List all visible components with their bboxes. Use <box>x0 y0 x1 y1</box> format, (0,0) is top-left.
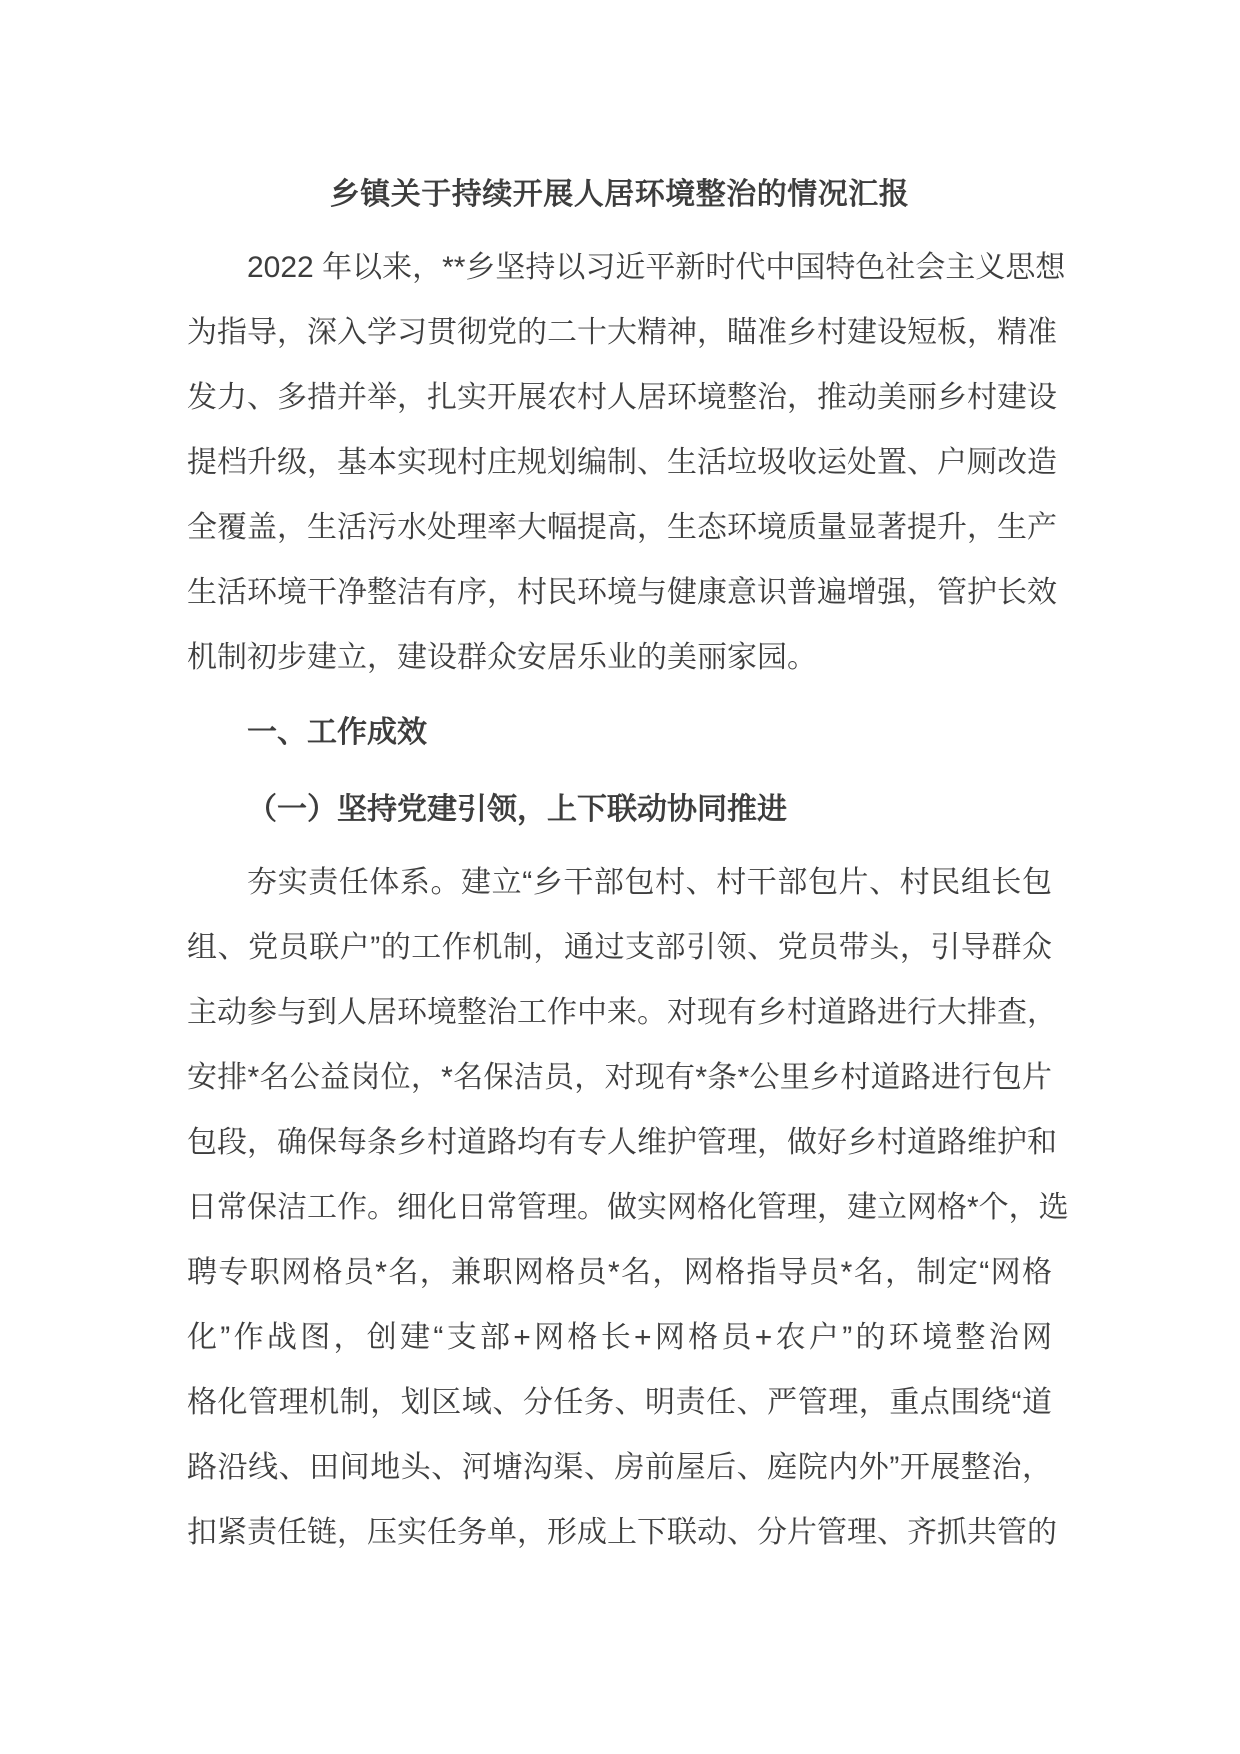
document-title: 乡镇关于持续开展人居环境整治的情况汇报 <box>329 178 910 211</box>
subsection-heading: （一）坚持党建引领，上下联动协同推进 <box>247 793 787 826</box>
text-line: 聘专职网格员*名，兼职网格员*名，网格指导员*名，制定“网格 <box>187 1256 1052 1289</box>
text-line: 格化管理机制，划区域、分任务、明责任、严管理，重点围绕“道 <box>187 1386 1052 1419</box>
text-line: 安排*名公益岗位，*名保洁员，对现有*条*公里乡村道路进行包片 <box>187 1061 1052 1094</box>
text-line: 扣紧责任链，压实任务单，形成上下联动、分片管理、齐抓共管的 <box>187 1516 1057 1549</box>
intro-paragraph <box>187 235 1066 690</box>
text-line: 夯实责任体系。建立“乡干部包村、村干部包片、村民组长包 <box>247 866 1052 899</box>
text-line: 为指导，深入学习贯彻党的二十大精神，瞄准乡村建设短板，精准 <box>187 316 1057 349</box>
text-line: 全覆盖，生活污水处理率大幅提高，生态环境质量显著提升，生产 <box>187 511 1057 544</box>
text-line: 机制初步建立，建设群众安居乐业的美丽家园。 <box>187 641 817 674</box>
text-line: 主动参与到人居环境整治工作中来。对现有乡村道路进行大排查， <box>187 996 1057 1029</box>
text-line: 组、党员联户”的工作机制，通过支部引领、党员带头，引导群众 <box>187 931 1052 964</box>
text-line: 发力、多措并举，扎实开展农村人居环境整治，推动美丽乡村建设 <box>187 381 1057 414</box>
text-line: 提档升级，基本实现村庄规划编制、生活垃圾收运处置、户厕改造 <box>187 446 1057 479</box>
section-heading: 一、工作成效 <box>247 716 427 749</box>
body-paragraph <box>187 850 1069 1565</box>
text-line: 包段，确保每条乡村道路均有专人维护管理，做好乡村道路维护和 <box>187 1126 1057 1159</box>
text-line: 日常保洁工作。细化日常管理。做实网格化管理，建立网格*个，选 <box>187 1191 1069 1224</box>
text-line: 化”作战图，创建“支部+网格长+网格员+农户”的环境整治网 <box>187 1321 1052 1354</box>
text-line: 2022 年以来，**乡坚持以习近平新时代中国特色社会主义思想 <box>247 251 1066 284</box>
text-line: 路沿线、田间地头、河塘沟渠、房前屋后、庭院内外”开展整治， <box>187 1451 1052 1484</box>
text-line: 生活环境干净整洁有序，村民环境与健康意识普遍增强，管护长效 <box>187 576 1057 609</box>
